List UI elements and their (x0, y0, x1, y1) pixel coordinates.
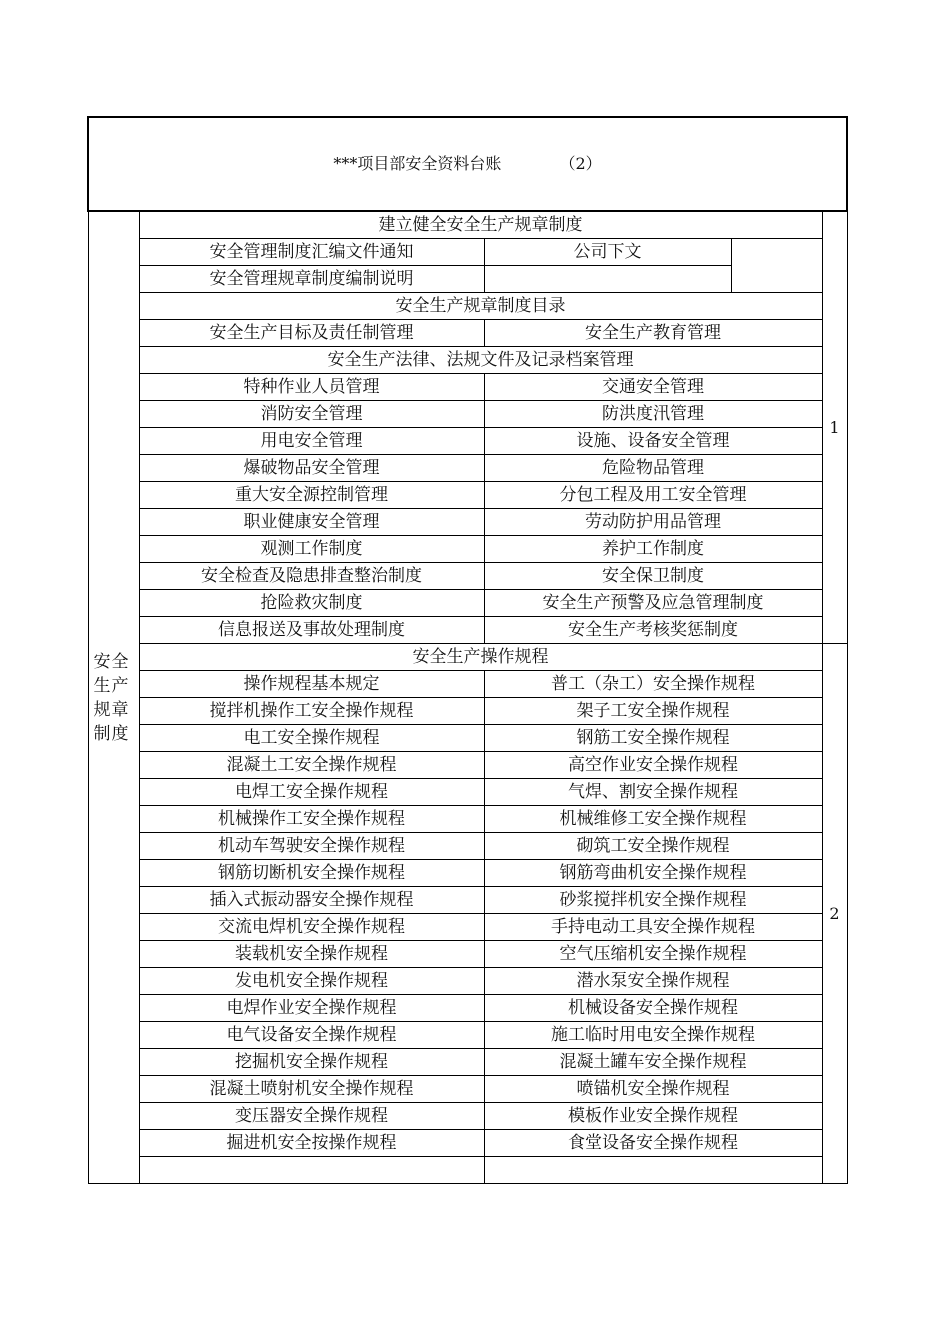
cell-right: 气焊、割安全操作规程 (484, 779, 822, 806)
table-row (88, 374, 847, 401)
cell-left: 电工安全操作规程 (139, 725, 484, 752)
cell-right: 设施、设备安全管理 (484, 428, 822, 455)
cell-left (139, 1157, 484, 1184)
notice-blank-cell (731, 239, 822, 293)
cell-right: 安全生产预警及应急管理制度 (484, 590, 822, 617)
category-label-text: 安全生产规章制度 (93, 651, 130, 744)
table-row (88, 698, 847, 725)
cell-left: 变压器安全操作规程 (139, 1103, 484, 1130)
cell-right: 砌筑工安全操作规程 (484, 833, 822, 860)
cell-left: 信息报送及事故处理制度 (139, 617, 484, 644)
cell-left: 机械操作工安全操作规程 (139, 806, 484, 833)
section1-page-number: 1 (822, 211, 847, 644)
notice-name: 安全管理规章制度编制说明 (139, 266, 484, 293)
cell-left: 发电机安全操作规程 (139, 968, 484, 995)
cell-left: 搅拌机操作工安全操作规程 (139, 698, 484, 725)
cell-left: 安全生产目标及责任制管理 (139, 320, 484, 347)
law-heading: 安全生产法律、法规文件及记录档案管理 (139, 347, 822, 374)
cell-left: 混凝土喷射机安全操作规程 (139, 1076, 484, 1103)
table-row (88, 617, 847, 644)
table-row (88, 1130, 847, 1157)
cell-left: 职业健康安全管理 (139, 509, 484, 536)
cell-right: 安全生产考核奖惩制度 (484, 617, 822, 644)
table-row (88, 752, 847, 779)
title-number: （2） (559, 154, 602, 173)
cell-left: 挖掘机安全操作规程 (139, 1049, 484, 1076)
table-row (88, 1157, 847, 1184)
table-row (88, 320, 847, 347)
table-row (88, 428, 847, 455)
cell-right: 交通安全管理 (484, 374, 822, 401)
table-row (88, 563, 847, 590)
catalog-heading-row (88, 293, 847, 320)
cell-left: 消防安全管理 (139, 401, 484, 428)
section2-page-number: 2 (822, 644, 847, 1184)
section1-heading-row (88, 211, 847, 239)
cell-left: 钢筋切断机安全操作规程 (139, 860, 484, 887)
table-row (88, 509, 847, 536)
cell-right (484, 1157, 822, 1184)
table-row (88, 779, 847, 806)
table-row (88, 725, 847, 752)
cell-left: 用电安全管理 (139, 428, 484, 455)
cell-left: 安全检查及隐患排查整治制度 (139, 563, 484, 590)
notice-value (484, 266, 731, 293)
cell-left: 机动车驾驶安全操作规程 (139, 833, 484, 860)
title-text: ***项目部安全资料台账 (333, 154, 502, 173)
cell-right: 混凝土罐车安全操作规程 (484, 1049, 822, 1076)
section1-heading: 建立健全安全生产规章制度 (139, 211, 822, 239)
cell-left: 爆破物品安全管理 (139, 455, 484, 482)
cell-right: 防洪度汛管理 (484, 401, 822, 428)
table-row (88, 887, 847, 914)
table-row (88, 1103, 847, 1130)
cell-right: 钢筋工安全操作规程 (484, 725, 822, 752)
cell-right: 模板作业安全操作规程 (484, 1103, 822, 1130)
cell-right: 潜水泵安全操作规程 (484, 968, 822, 995)
table-row (88, 1049, 847, 1076)
table-row (88, 482, 847, 509)
cell-right: 高空作业安全操作规程 (484, 752, 822, 779)
notice-row (88, 239, 847, 266)
table-row (88, 914, 847, 941)
document-title (88, 117, 847, 211)
cell-left: 操作规程基本规定 (139, 671, 484, 698)
cell-left: 装载机安全操作规程 (139, 941, 484, 968)
table-row (88, 536, 847, 563)
table-row (88, 401, 847, 428)
catalog-heading: 安全生产规章制度目录 (139, 293, 822, 320)
cell-right: 劳动防护用品管理 (484, 509, 822, 536)
cell-left: 电焊作业安全操作规程 (139, 995, 484, 1022)
cell-left: 抢险救灾制度 (139, 590, 484, 617)
table-row (88, 968, 847, 995)
table-row (88, 995, 847, 1022)
table-row (88, 806, 847, 833)
category-label (88, 211, 139, 1184)
table-row (88, 833, 847, 860)
ledger-table (87, 116, 848, 1184)
cell-right: 喷锚机安全操作规程 (484, 1076, 822, 1103)
cell-left: 插入式振动器安全操作规程 (139, 887, 484, 914)
cell-right: 机械设备安全操作规程 (484, 995, 822, 1022)
cell-left: 电焊工安全操作规程 (139, 779, 484, 806)
cell-right: 养护工作制度 (484, 536, 822, 563)
cell-right: 施工临时用电安全操作规程 (484, 1022, 822, 1049)
cell-right: 分包工程及用工安全管理 (484, 482, 822, 509)
cell-left: 混凝土工安全操作规程 (139, 752, 484, 779)
table-row (88, 455, 847, 482)
table-row (88, 671, 847, 698)
notice-value: 公司下文 (484, 239, 731, 266)
cell-left: 特种作业人员管理 (139, 374, 484, 401)
table-row (88, 860, 847, 887)
cell-left: 观测工作制度 (139, 536, 484, 563)
table-row (88, 1076, 847, 1103)
cell-right: 危险物品管理 (484, 455, 822, 482)
cell-left: 电气设备安全操作规程 (139, 1022, 484, 1049)
cell-right: 安全保卫制度 (484, 563, 822, 590)
law-heading-row (88, 347, 847, 374)
cell-right: 架子工安全操作规程 (484, 698, 822, 725)
cell-right: 普工（杂工）安全操作规程 (484, 671, 822, 698)
cell-right: 安全生产教育管理 (484, 320, 822, 347)
cell-right: 机械维修工安全操作规程 (484, 806, 822, 833)
notice-name: 安全管理制度汇编文件通知 (139, 239, 484, 266)
cell-left: 掘进机安全按操作规程 (139, 1130, 484, 1157)
cell-right: 食堂设备安全操作规程 (484, 1130, 822, 1157)
table-row (88, 1022, 847, 1049)
section2-heading: 安全生产操作规程 (139, 644, 822, 671)
cell-right: 钢筋弯曲机安全操作规程 (484, 860, 822, 887)
section2-heading-row (88, 644, 847, 671)
cell-right: 空气压缩机安全操作规程 (484, 941, 822, 968)
table-row (88, 941, 847, 968)
table-row (88, 590, 847, 617)
title-row (88, 117, 847, 211)
cell-right: 手持电动工具安全操作规程 (484, 914, 822, 941)
cell-right: 砂浆搅拌机安全操作规程 (484, 887, 822, 914)
cell-left: 重大安全源控制管理 (139, 482, 484, 509)
cell-left: 交流电焊机安全操作规程 (139, 914, 484, 941)
